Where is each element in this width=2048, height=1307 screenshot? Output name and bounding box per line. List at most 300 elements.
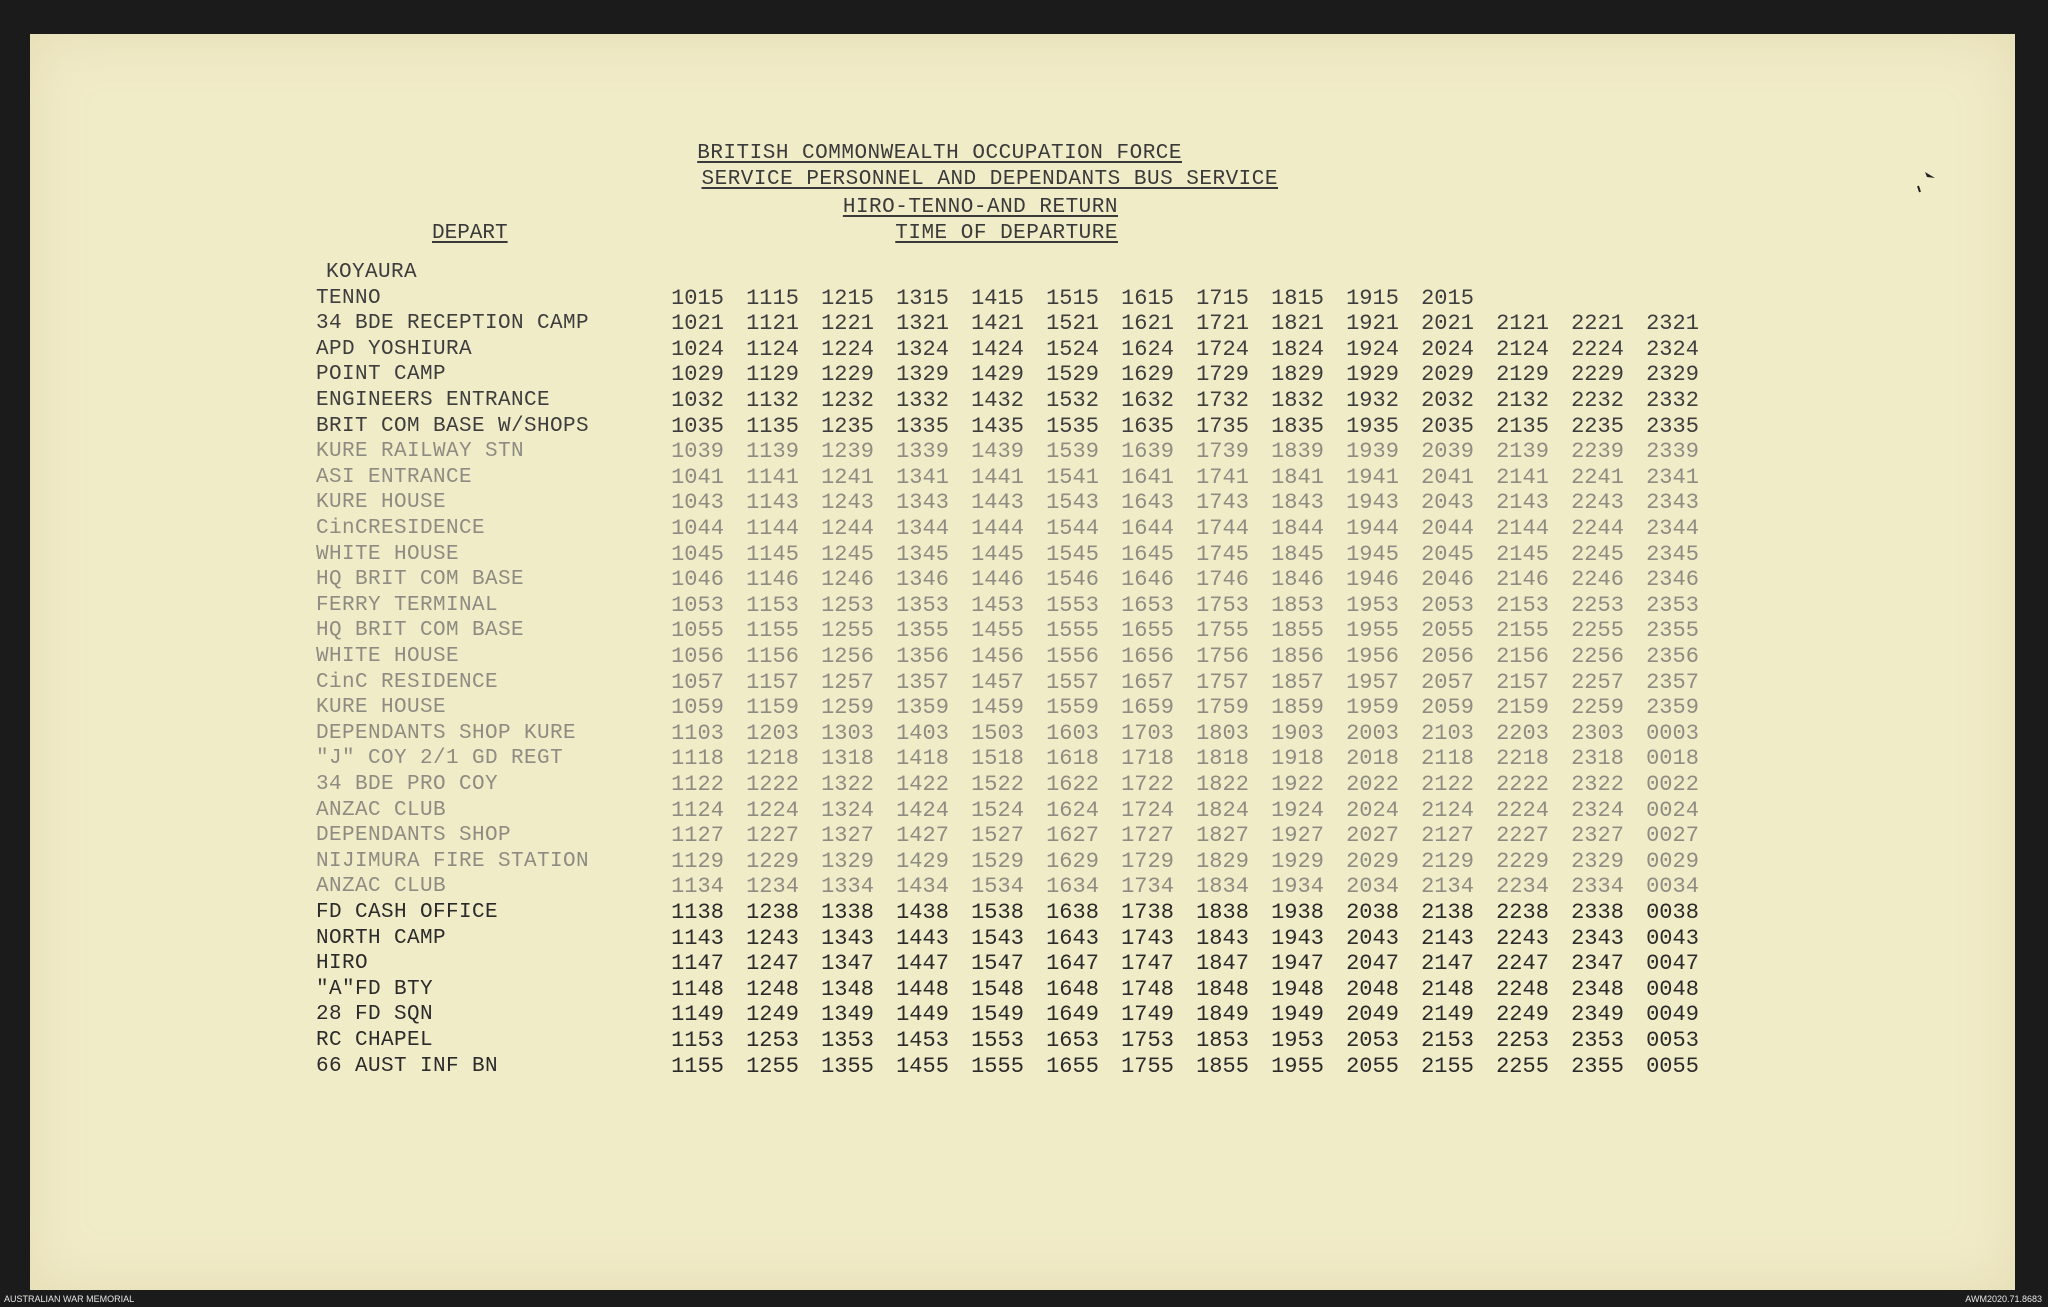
footer-archive-name: AUSTRALIAN WAR MEMORIAL [4,1294,135,1304]
departure-time: 1059 [671,695,724,720]
departure-time: 1953 [1346,593,1399,618]
stop-name: 34 BDE RECEPTION CAMP [316,312,590,335]
departure-time: 1343 [821,926,874,951]
departure-time: 1303 [821,721,874,746]
departure-time: 2153 [1421,1028,1474,1053]
departure-time: 2321 [1646,311,1699,336]
departure-time: 1529 [971,849,1024,874]
time-row [660,670,1710,696]
departure-time: 0027 [1646,823,1699,848]
departure-time: 1324 [896,337,949,362]
departure-time: 2229 [1571,362,1624,387]
stop-name: FD CASH OFFICE [316,901,499,924]
departure-time: 2322 [1571,772,1624,797]
title-line-3: HIRO-TENNO-AND RETURN [842,196,1118,219]
departure-time: 2353 [1571,1028,1624,1053]
departure-time: 1638 [1046,900,1099,925]
departure-time: 2139 [1496,439,1549,464]
departure-time: 1256 [821,644,874,669]
departure-time: 1853 [1196,1028,1249,1053]
departure-time: 1253 [821,593,874,618]
departure-time: 1644 [1121,516,1174,541]
departure-time: 2124 [1496,337,1549,362]
departure-time: 1246 [821,567,874,592]
time-row [660,746,1710,772]
departure-time: 1829 [1196,849,1249,874]
departure-time: 2144 [1496,516,1549,541]
departure-time: 1743 [1196,490,1249,515]
departure-time: 1622 [1046,772,1099,797]
departure-time: 1021 [671,311,724,336]
departure-time: 1524 [1046,337,1099,362]
departure-time: 1129 [746,362,799,387]
departure-time: 2222 [1496,772,1549,797]
departure-time: 1753 [1121,1028,1174,1053]
departure-time: 1603 [1046,721,1099,746]
departure-time: 1757 [1196,670,1249,695]
departure-time: 1849 [1196,1002,1249,1027]
departure-time: 2156 [1496,644,1549,669]
departure-time: 1653 [1046,1028,1099,1053]
departure-time: 1355 [896,618,949,643]
departure-time: 1946 [1346,567,1399,592]
stop-name: TENNO [316,287,382,310]
departure-time: 2129 [1496,362,1549,387]
departure-time: 2245 [1571,542,1624,567]
departure-time: 2022 [1346,772,1399,797]
departure-time: 1353 [821,1028,874,1053]
departure-time: 2127 [1421,823,1474,848]
departure-time: 2122 [1421,772,1474,797]
departure-time: 1159 [746,695,799,720]
departure-time: 0003 [1646,721,1699,746]
departure-time: 2349 [1571,1002,1624,1027]
departure-time: 1532 [1046,388,1099,413]
departure-time: 1956 [1346,644,1399,669]
departure-time: 2121 [1496,311,1549,336]
departure-time: 1932 [1346,388,1399,413]
departure-time: 2355 [1571,1054,1624,1079]
departure-time: 2041 [1421,465,1474,490]
departure-time: 0053 [1646,1028,1699,1053]
departure-time: 1435 [971,414,1024,439]
stop-name: 28 FD SQN [316,1003,434,1026]
departure-time: 2029 [1421,362,1474,387]
departure-time: 1938 [1271,900,1324,925]
time-row [660,823,1710,849]
departure-time: 1646 [1121,567,1174,592]
departure-time: 2348 [1571,977,1624,1002]
time-row [660,388,1710,414]
departure-time: 2118 [1421,746,1474,771]
stop-name: KURE HOUSE [316,696,447,719]
departure-time: 2329 [1646,362,1699,387]
departure-time: 2143 [1496,490,1549,515]
departure-time: 1224 [746,798,799,823]
departure-time: 2227 [1496,823,1549,848]
time-row [660,926,1710,952]
departure-time: 1453 [896,1028,949,1053]
departure-time: 1943 [1271,926,1324,951]
departure-time: 1541 [1046,465,1099,490]
departure-time: 1543 [1046,490,1099,515]
departure-time: 0047 [1646,951,1699,976]
departure-time: 2346 [1646,567,1699,592]
departure-time: 2138 [1421,900,1474,925]
departure-time: 0034 [1646,874,1699,899]
time-row [660,772,1710,798]
departure-time: 1349 [821,1002,874,1027]
departure-time: 2038 [1346,900,1399,925]
departure-time: 1344 [896,516,949,541]
departure-time: 1056 [671,644,724,669]
departure-time: 1847 [1196,951,1249,976]
departure-time: 2146 [1496,567,1549,592]
departure-time: 1955 [1346,618,1399,643]
time-row [660,516,1710,542]
departure-time: 1418 [896,746,949,771]
departure-time: 1739 [1196,439,1249,464]
departure-time: 2143 [1421,926,1474,951]
departure-time: 1653 [1121,593,1174,618]
departure-time: 2234 [1496,874,1549,899]
departure-time: 1755 [1121,1054,1174,1079]
departure-time: 1715 [1196,286,1249,311]
departure-time: 2327 [1571,823,1624,848]
departure-time: 1247 [746,951,799,976]
departure-time: 1103 [671,721,724,746]
departure-time: 1455 [896,1054,949,1079]
departure-time: 1557 [1046,670,1099,695]
departure-time: 2318 [1571,746,1624,771]
departure-time: 1447 [896,951,949,976]
departure-time: 2029 [1346,849,1399,874]
departure-time: 2229 [1496,849,1549,874]
departure-time: 2356 [1646,644,1699,669]
departure-time: 1321 [896,311,949,336]
departure-time: 1324 [821,798,874,823]
time-row [660,951,1710,977]
departure-time: 2255 [1496,1054,1549,1079]
departure-time: 1641 [1121,465,1174,490]
departure-time: 1147 [671,951,724,976]
departure-time: 2343 [1571,926,1624,951]
departure-time: 2341 [1646,465,1699,490]
departure-time: 1824 [1196,798,1249,823]
departure-time: 1156 [746,644,799,669]
departure-time: 2039 [1421,439,1474,464]
stop-name: FERRY TERMINAL [316,594,499,617]
departure-time: 2155 [1421,1054,1474,1079]
departure-time: 2303 [1571,721,1624,746]
departure-time: 1746 [1196,567,1249,592]
departure-time: 0043 [1646,926,1699,951]
departure-time: 1848 [1196,977,1249,1002]
departure-time: 1224 [821,337,874,362]
departure-time: 1703 [1121,721,1174,746]
departure-time: 1548 [971,977,1024,1002]
departure-time: 1559 [1046,695,1099,720]
departure-time: 1556 [1046,644,1099,669]
stop-name: KURE RAILWAY STN [316,440,525,463]
departure-time: 1457 [971,670,1024,695]
departure-time: 2149 [1421,1002,1474,1027]
departure-time: 1043 [671,490,724,515]
departure-time: 1203 [746,721,799,746]
departure-time: 0038 [1646,900,1699,925]
departure-time: 1827 [1196,823,1249,848]
stop-name: NIJIMURA FIRE STATION [316,850,590,873]
departure-time: 1756 [1196,644,1249,669]
departure-time: 1629 [1046,849,1099,874]
departure-time: 1118 [671,746,724,771]
departure-time: 2329 [1571,849,1624,874]
departure-time: 2124 [1421,798,1474,823]
departure-time: 1122 [671,772,724,797]
departure-time: 1438 [896,900,949,925]
departure-time: 1855 [1196,1054,1249,1079]
departure-time: 1527 [971,823,1024,848]
stop-name: WHITE HOUSE [316,543,460,566]
departure-time: 1424 [971,337,1024,362]
departure-time: 1234 [746,874,799,899]
stop-name: ENGINEERS ENTRANCE [316,389,551,412]
departure-time: 1949 [1271,1002,1324,1027]
departure-time: 2359 [1646,695,1699,720]
time-row [660,542,1710,568]
departure-time: 1515 [1046,286,1099,311]
departure-time: 1357 [896,670,949,695]
departure-time: 1253 [746,1028,799,1053]
departure-time: 1915 [1346,286,1399,311]
departure-time: 2035 [1421,414,1474,439]
departure-time: 2332 [1646,388,1699,413]
departure-time: 1155 [746,618,799,643]
departure-time: 1929 [1346,362,1399,387]
departure-time: 1218 [746,746,799,771]
stop-name: DEPENDANTS SHOP [316,824,512,847]
departure-time: 1335 [896,414,949,439]
departure-time: 1424 [896,798,949,823]
departure-time: 2043 [1421,490,1474,515]
departure-time: 1055 [671,618,724,643]
departure-time: 1445 [971,542,1024,567]
time-row [660,695,1710,721]
departure-time: 1338 [821,900,874,925]
departure-time: 1859 [1271,695,1324,720]
departure-time: 1138 [671,900,724,925]
time-row [660,593,1710,619]
departure-time: 1734 [1121,874,1174,899]
departure-time: 1453 [971,593,1024,618]
stop-name: "A"FD BTY [316,978,434,1001]
departure-time: 2003 [1346,721,1399,746]
departure-time: 1741 [1196,465,1249,490]
departure-time: 1322 [821,772,874,797]
departure-time: 1403 [896,721,949,746]
time-row [660,1002,1710,1028]
departure-time: 2047 [1346,951,1399,976]
departure-time: 1634 [1046,874,1099,899]
departure-time: 2134 [1421,874,1474,899]
departure-time: 1947 [1271,951,1324,976]
departure-time: 2224 [1496,798,1549,823]
time-row [660,490,1710,516]
departure-time: 1449 [896,1002,949,1027]
departure-time: 0029 [1646,849,1699,874]
departure-time: 1232 [821,388,874,413]
stop-name: ASI ENTRANCE [316,466,473,489]
departure-time: 2259 [1571,695,1624,720]
departure-time: 1215 [821,286,874,311]
departure-time: 1429 [971,362,1024,387]
departure-time: 1724 [1196,337,1249,362]
ink-mark-icon [1915,168,1937,194]
departure-time: 2243 [1571,490,1624,515]
departure-time: 2347 [1571,951,1624,976]
departure-time: 1643 [1046,926,1099,951]
departure-time: 1503 [971,721,1024,746]
departure-time: 1315 [896,286,949,311]
departure-time: 2243 [1496,926,1549,951]
departure-time: 1738 [1121,900,1174,925]
departure-time: 1844 [1271,516,1324,541]
departure-time: 1329 [896,362,949,387]
departure-time: 1229 [821,362,874,387]
departure-time: 1529 [1046,362,1099,387]
time-row [660,465,1710,491]
departure-time: 1747 [1121,951,1174,976]
departure-time: 1222 [746,772,799,797]
departure-time: 2324 [1646,337,1699,362]
departure-time: 1822 [1196,772,1249,797]
departure-time: 2339 [1646,439,1699,464]
departure-time: 2218 [1496,746,1549,771]
departure-time: 1735 [1196,414,1249,439]
departure-time: 1924 [1271,798,1324,823]
departure-time: 1318 [821,746,874,771]
departure-time: 2055 [1346,1054,1399,1079]
departure-time: 1343 [896,490,949,515]
stop-name: APD YOSHIURA [316,338,473,361]
departure-time: 1356 [896,644,949,669]
title-line-2: SERVICE PERSONNEL AND DEPENDANTS BUS SERVICE [701,168,1278,191]
departure-time: 1635 [1121,414,1174,439]
departure-time: 2159 [1496,695,1549,720]
departure-time: 1221 [821,311,874,336]
departure-time: 2344 [1646,516,1699,541]
departure-time: 1521 [1046,311,1099,336]
departure-time: 1446 [971,567,1024,592]
departure-time: 2043 [1346,926,1399,951]
departure-time: 1029 [671,362,724,387]
departure-time: 1722 [1121,772,1174,797]
departure-time: 1659 [1121,695,1174,720]
departure-time: 1455 [971,618,1024,643]
departure-time: 1903 [1271,721,1324,746]
departure-time: 1157 [746,670,799,695]
departure-time: 2053 [1346,1028,1399,1053]
departure-time: 1856 [1271,644,1324,669]
departure-time: 1249 [746,1002,799,1027]
departure-time: 2153 [1496,593,1549,618]
departure-time: 1618 [1046,746,1099,771]
departure-time: 1359 [896,695,949,720]
stop-name: KOYAURA [326,261,418,284]
departure-time: 1145 [746,542,799,567]
departure-time: 1803 [1196,721,1249,746]
departure-time: 1153 [671,1028,724,1053]
departure-time: 1843 [1196,926,1249,951]
departure-time: 1627 [1046,823,1099,848]
departure-time: 1621 [1121,311,1174,336]
departure-time: 1248 [746,977,799,1002]
departure-time: 2155 [1496,618,1549,643]
stop-name: CinCRESIDENCE [316,517,486,540]
departure-time: 1724 [1121,798,1174,823]
departure-time: 1729 [1196,362,1249,387]
departure-time: 2239 [1571,439,1624,464]
stop-name: RC CHAPEL [316,1029,434,1052]
stop-name: ANZAC CLUB [316,875,447,898]
departure-time: 1227 [746,823,799,848]
departure-time: 2147 [1421,951,1474,976]
departure-time: 1639 [1121,439,1174,464]
departure-time: 1957 [1346,670,1399,695]
departure-time: 2335 [1646,414,1699,439]
departure-time: 1524 [971,798,1024,823]
departure-time: 1134 [671,874,724,899]
departure-time: 1929 [1271,849,1324,874]
stop-name: HIRO [316,952,369,975]
departure-time: 2132 [1496,388,1549,413]
departure-time: 1544 [1046,516,1099,541]
departure-time: 2145 [1496,542,1549,567]
departure-time: 2248 [1496,977,1549,1002]
departure-time: 1355 [821,1054,874,1079]
departure-time: 1259 [821,695,874,720]
departure-time: 1518 [971,746,1024,771]
time-row [660,849,1710,875]
time-row [660,439,1710,465]
departure-time: 2255 [1571,618,1624,643]
departure-time: 2032 [1421,388,1474,413]
time-row [660,874,1710,900]
time-row [660,977,1710,1003]
departure-time: 1053 [671,593,724,618]
departure-time: 2157 [1496,670,1549,695]
stop-name: WHITE HOUSE [316,645,460,668]
departure-time: 2241 [1571,465,1624,490]
departure-time: 0055 [1646,1054,1699,1079]
departure-time: 1124 [746,337,799,362]
time-row [660,618,1710,644]
departure-time: 1035 [671,414,724,439]
departure-time: 1655 [1046,1054,1099,1079]
departure-time: 1341 [896,465,949,490]
departure-time: 1959 [1346,695,1399,720]
departure-time: 1135 [746,414,799,439]
departure-time: 1015 [671,286,724,311]
departure-time: 2253 [1496,1028,1549,1053]
departure-time: 1534 [971,874,1024,899]
departure-time: 1648 [1046,977,1099,1002]
departure-time: 1555 [1046,618,1099,643]
departure-time: 2049 [1346,1002,1399,1027]
departure-time: 1345 [896,542,949,567]
departure-time: 1832 [1271,388,1324,413]
departure-time: 1855 [1271,618,1324,643]
